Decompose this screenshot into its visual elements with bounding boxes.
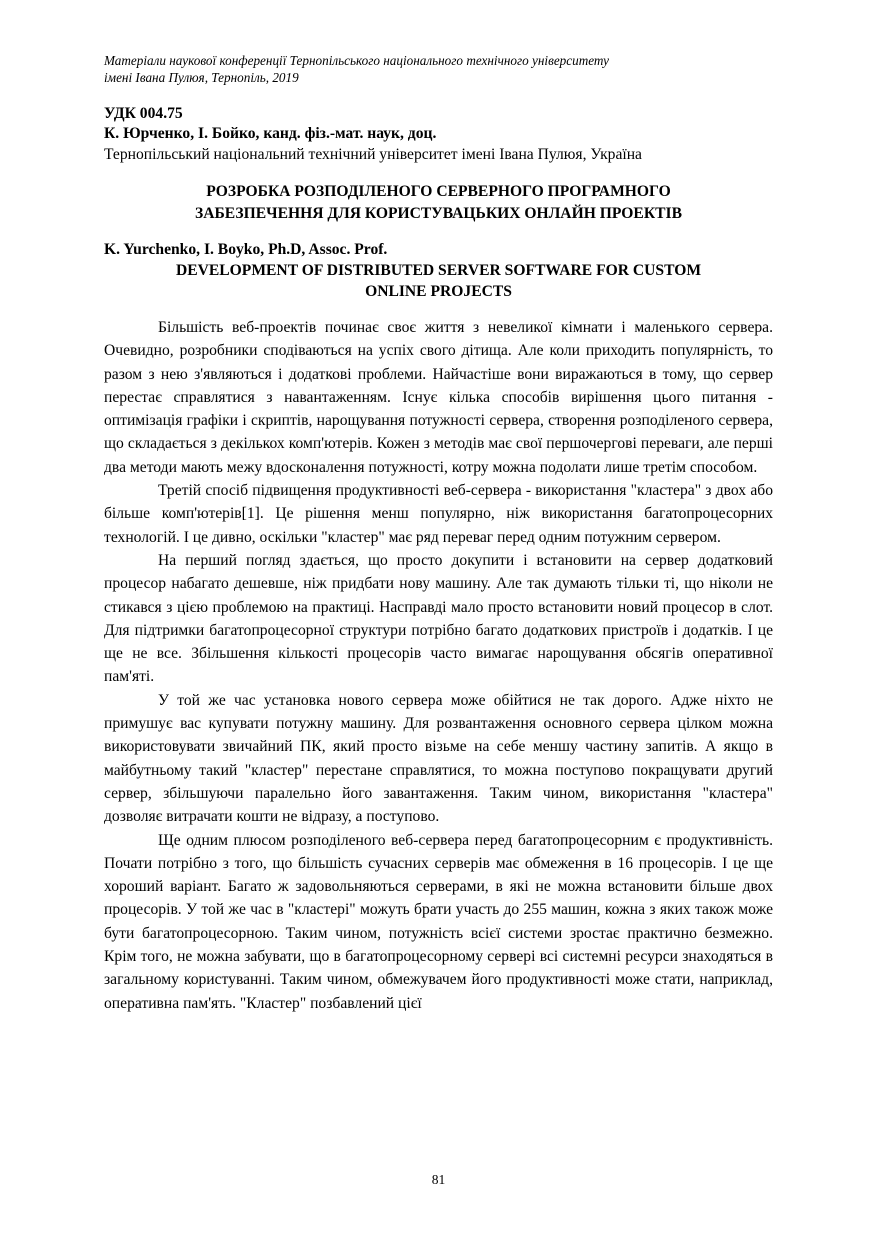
affiliation: Тернопільський національний технічний університет імені Івана Пулюя, Україна: [104, 146, 642, 163]
authors-english: K. Yurchenko, I. Boyko, Ph.D, Assoc. Prof.: [104, 241, 388, 258]
title-ukrainian-line-2: ЗАБЕЗПЕЧЕННЯ ДЛЯ КОРИСТУВАЦЬКИХ ОНЛАЙН ПРОЕКТІВ: [194, 205, 682, 222]
article-body: [104, 316, 773, 1015]
conference-header: [104, 52, 784, 86]
body-paragraph: Більшість веб-проектів починає своє життя з невеликої кімнати і маленького сервера. Очевидно, розробники сподіваються на успіх свого дітища. Але коли приходить популярність, то разом з нею з'являються і додаткові проблеми. Найчастіше вони виражаються в тому, що сервер перестає справлятися з навантаженням. Існує кілька способів вирішення цього питання - оптимізація графіки і скриптів, нарощування потужності сервера, створення розподіленого сервера, що складається з декількох комп'ютерів. Кожен з методів має свої першочергові переваги, але перші два методи мають межу вдосконалення потужності, котру можна подолати лише третім способом.: [104, 319, 773, 476]
body-paragraph: Третій спосіб підвищення продуктивності веб-сервера - використання "кластера" з двох або більше комп'ютерів[1]. Це рішення менш популярно, ніж використання багатопроцесорних технологій. І це дивно, оскільки "кластер" має ряд переваг перед одним потужним сервером.: [104, 482, 773, 546]
authors-ukrainian: К. Юрченко, І. Бойко, канд. фіз.-мат. наук, доц.: [104, 125, 437, 142]
title-english-line-2: ONLINE PROJECTS: [365, 283, 512, 300]
title-ukrainian-line-1: РОЗРОБКА РОЗПОДІЛЕНОГО СЕРВЕРНОГО ПРОГРАМНОГО: [206, 183, 671, 200]
title-english-line-1: DEVELOPMENT OF DISTRIBUTED SERVER SOFTWARE FOR CUSTOM: [175, 262, 702, 279]
body-paragraph: У той же час установка нового сервера може обійтися не так дорого. Адже ніхто не примушує вас купувати потужну машину. Для розвантаження основного сервера цілком можна використовувати звичайний ПК, який просто візьме на себе меншу частину запитів. А якщо в майбутньому такий "кластер" перестане справлятися, то можна поступово покращувати другий сервер, збільшуючи паралельно його завантаження. Таким чином, використання "кластера" дозволяє витрачати кошти не відразу, а поступово.: [104, 691, 773, 826]
udk-code: УДК 004.75: [104, 105, 183, 122]
page-number: 81: [431, 1172, 446, 1187]
title-english: [104, 260, 773, 302]
body-paragraph: Ще одним плюсом розподіленого веб-сервера перед багатопроцесорним є продуктивність. Почати потрібно з того, що більшість сучасних серверів має обмеження в 16 процесорів. І це ще хороший варіант. Багато ж задовольняються серверами, в які не можна встановити більше двох процесорів. У той же час в "кластері" можуть брати участь до 255 машин, кожна з яких також може бути багатопроцесорною. Таким чином, потужність всієї системи зростає практично безмежно. Крім того, не можна забувати, що в багатопроцесорному сервері всі системні ресурси знаходяться в загальному користуванні. Таким чином, обмежувачем його продуктивності може стати, наприклад, оперативна пам'ять. "Кластер" позбавлений цієї: [104, 831, 773, 1012]
body-paragraph: На перший погляд здається, що просто докупити і встановити на сервер додатковий процесор набагато дешевше, ніж придбати нову машину. Але так думають тільки ті, що ніколи не стикався з цією проблемою на практиці. Насправді мало просто встановити новий процесор в слот. Для підтримки багатопроцесорної структури потрібно багато додаткових пристроїв і додатків. І це ще не все. Збільшення кількості процесорів часто вимагає нарощування обсягів оперативної пам'яті.: [104, 551, 773, 686]
title-ukrainian: [104, 181, 773, 225]
conference-header-line-1: Матеріали наукової конференції Тернопільського національного технічного університету: [104, 53, 609, 68]
conference-header-line-2: імені Івана Пулюя, Тернопіль, 2019: [104, 70, 299, 85]
